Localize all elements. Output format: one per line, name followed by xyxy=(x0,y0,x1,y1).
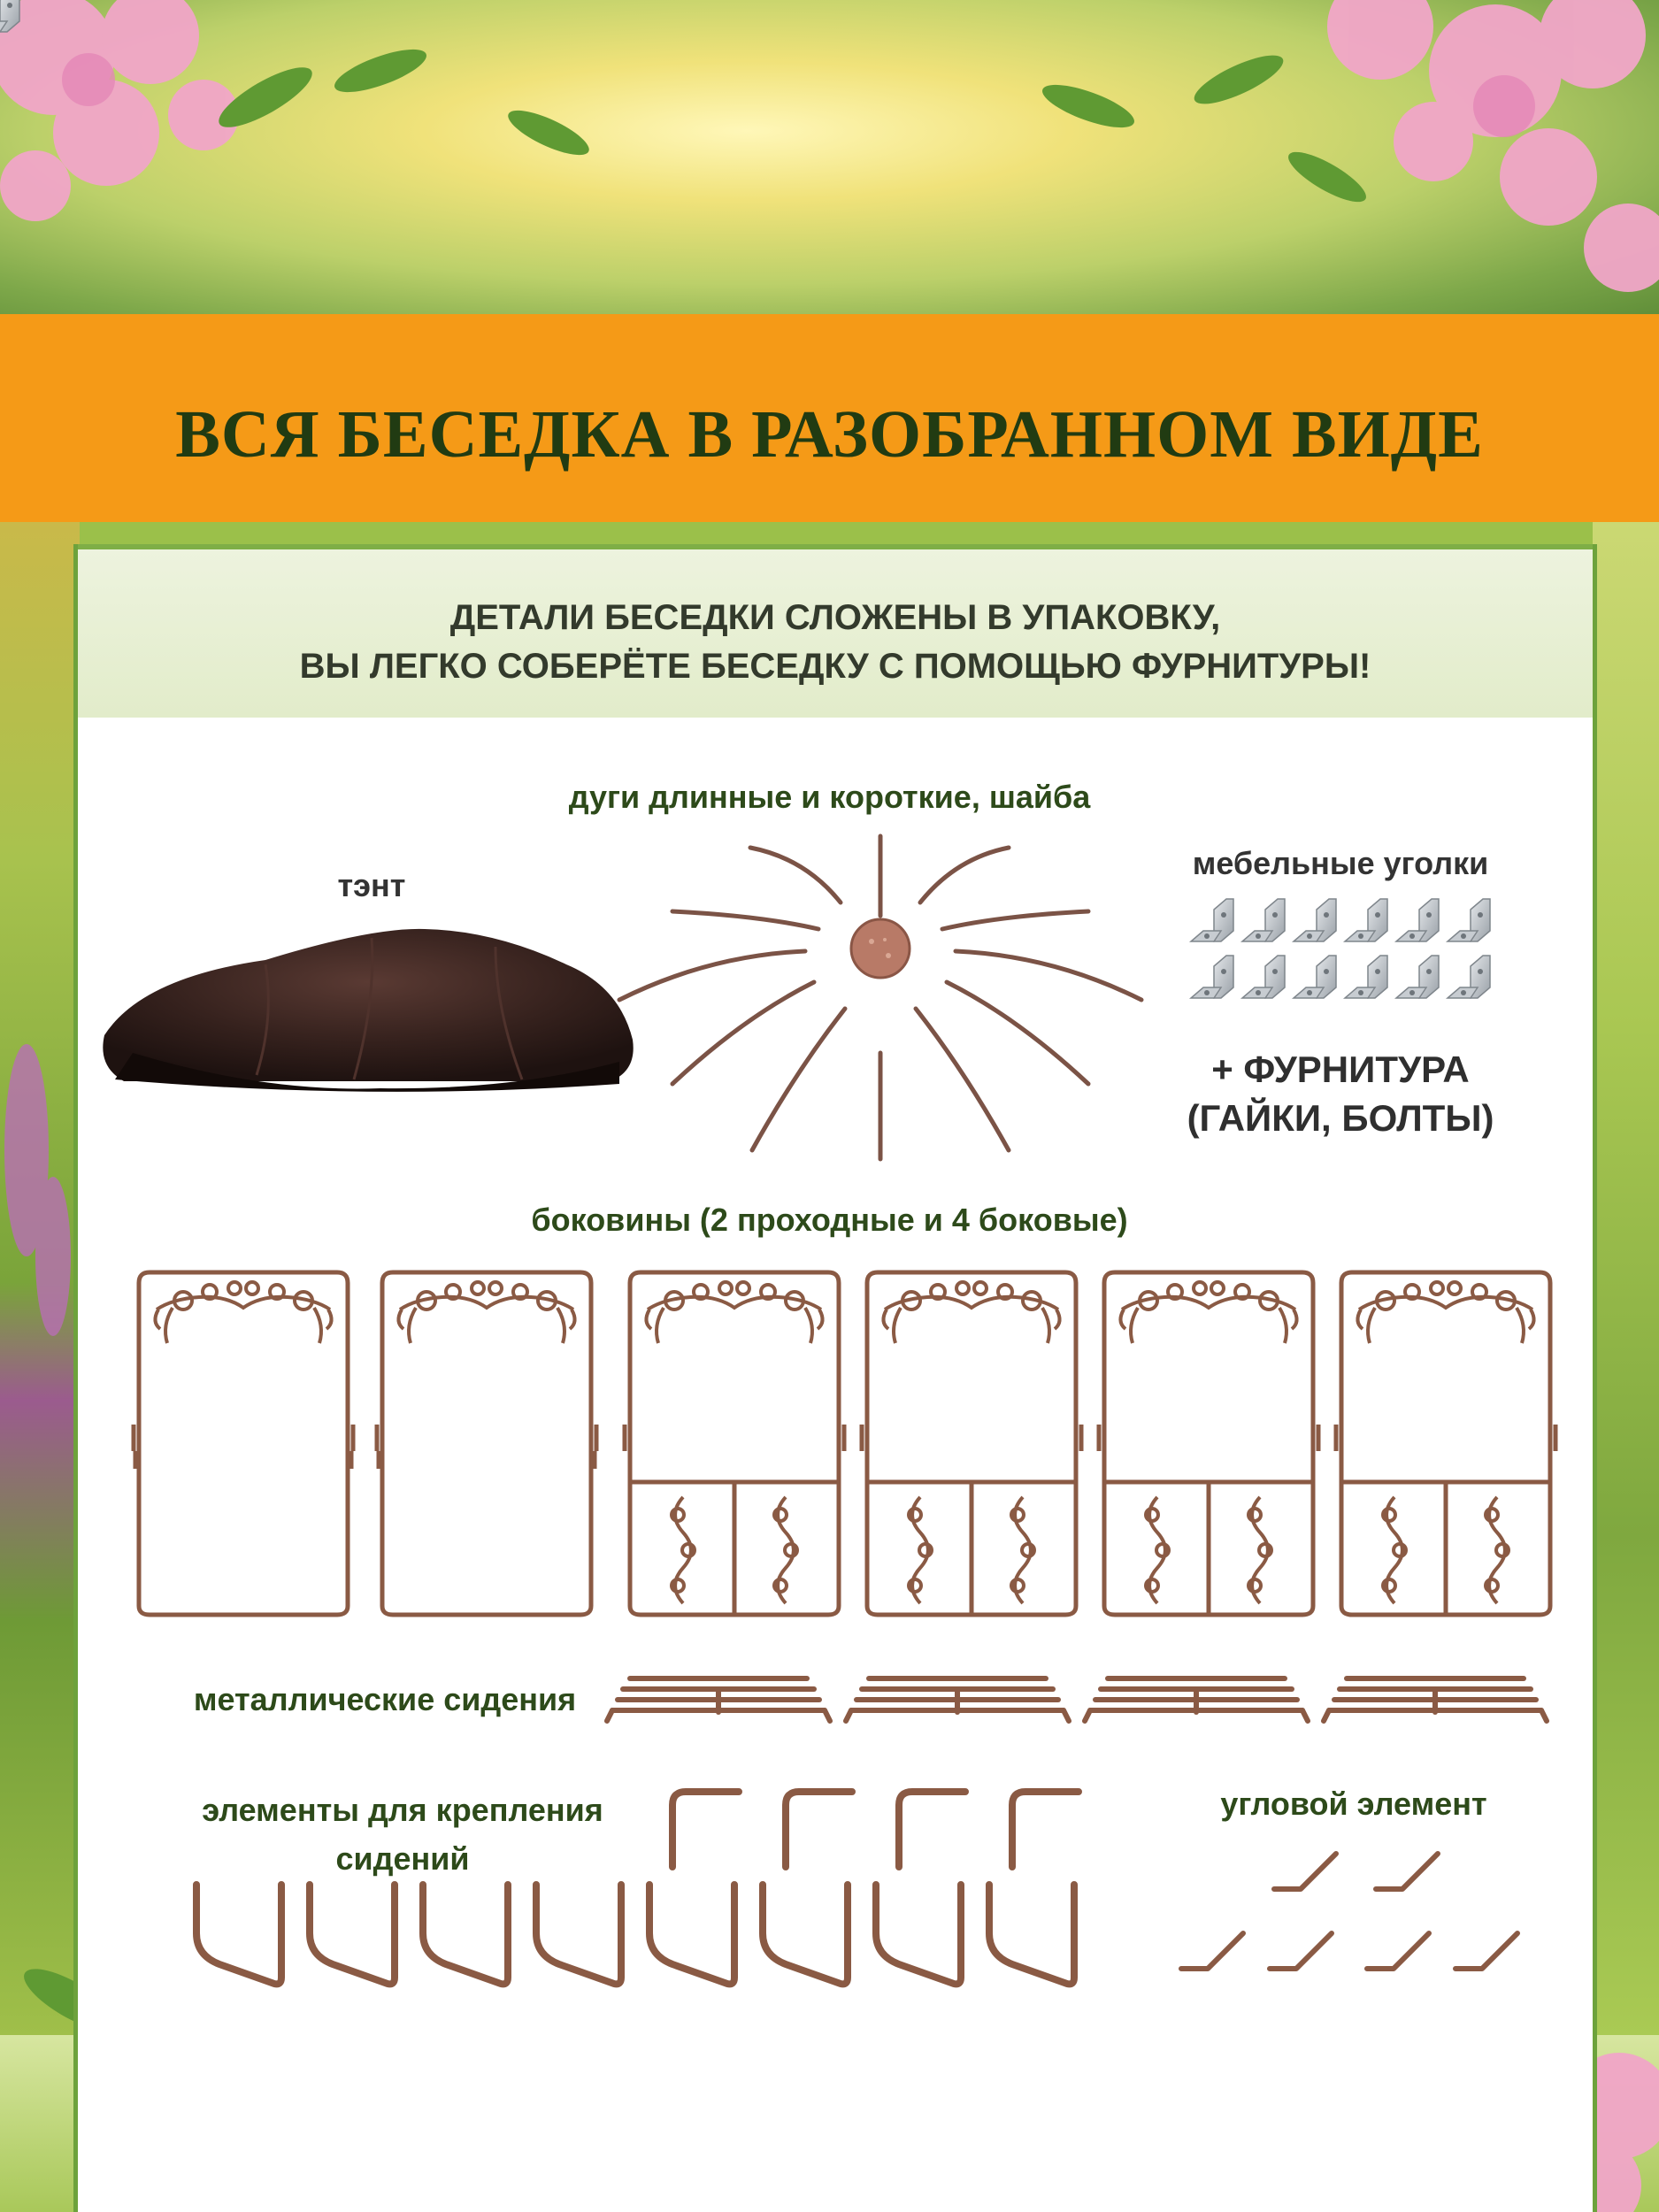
label-hardware-1: + ФУРНИТУРА xyxy=(1211,1048,1470,1090)
label-hardware-2: (ГАЙКИ, БОЛТЫ) xyxy=(1187,1097,1494,1139)
seat-icon xyxy=(1085,1678,1308,1721)
label-seat-mounts-2: сидений xyxy=(335,1840,470,1877)
intro-line-2: ВЫ ЛЕГКО СОБЕРЁТЕ БЕСЕДКУ С ПОМОЩЬЮ ФУРНИТУРЫ! xyxy=(299,647,1371,686)
arcs-and-washer-icon xyxy=(619,836,1141,1159)
corner-brackets-icon xyxy=(0,0,1490,998)
seat-icon xyxy=(846,1678,1069,1721)
washer-icon xyxy=(851,919,910,978)
label-arcs: дуги длинные и короткие, шайба xyxy=(568,779,1091,815)
label-seats: металлические сидения xyxy=(193,1681,577,1717)
side-panel xyxy=(1336,1272,1555,1615)
seat-icon xyxy=(607,1678,830,1721)
label-side-panels: боковины (2 проходные и 4 боковые) xyxy=(531,1202,1128,1238)
side-panel xyxy=(625,1272,844,1615)
label-corner-brackets: мебельные уголки xyxy=(1192,845,1489,881)
corner-elements xyxy=(1181,1854,1517,1969)
seat-mount-loops xyxy=(196,1885,1074,1984)
label-corner-element: угловой элемент xyxy=(1220,1786,1487,1822)
side-panel xyxy=(862,1272,1081,1615)
page-title: ВСЯ БЕСЕДКА В РАЗОБРАННОМ ВИДЕ xyxy=(175,397,1484,472)
seat-icon xyxy=(1324,1678,1547,1721)
walkthrough-panel xyxy=(134,1272,353,1615)
side-panel xyxy=(1099,1272,1318,1615)
label-seat-mounts-1: элементы для крепления xyxy=(202,1792,603,1828)
label-tent: тэнт xyxy=(337,867,406,903)
tent-icon xyxy=(103,929,633,1092)
seat-mount-hooks xyxy=(672,1792,1079,1867)
walkthrough-panel xyxy=(377,1272,596,1615)
intro-line-1: ДЕТАЛИ БЕСЕДКИ СЛОЖЕНЫ В УПАКОВКУ, xyxy=(449,598,1221,637)
